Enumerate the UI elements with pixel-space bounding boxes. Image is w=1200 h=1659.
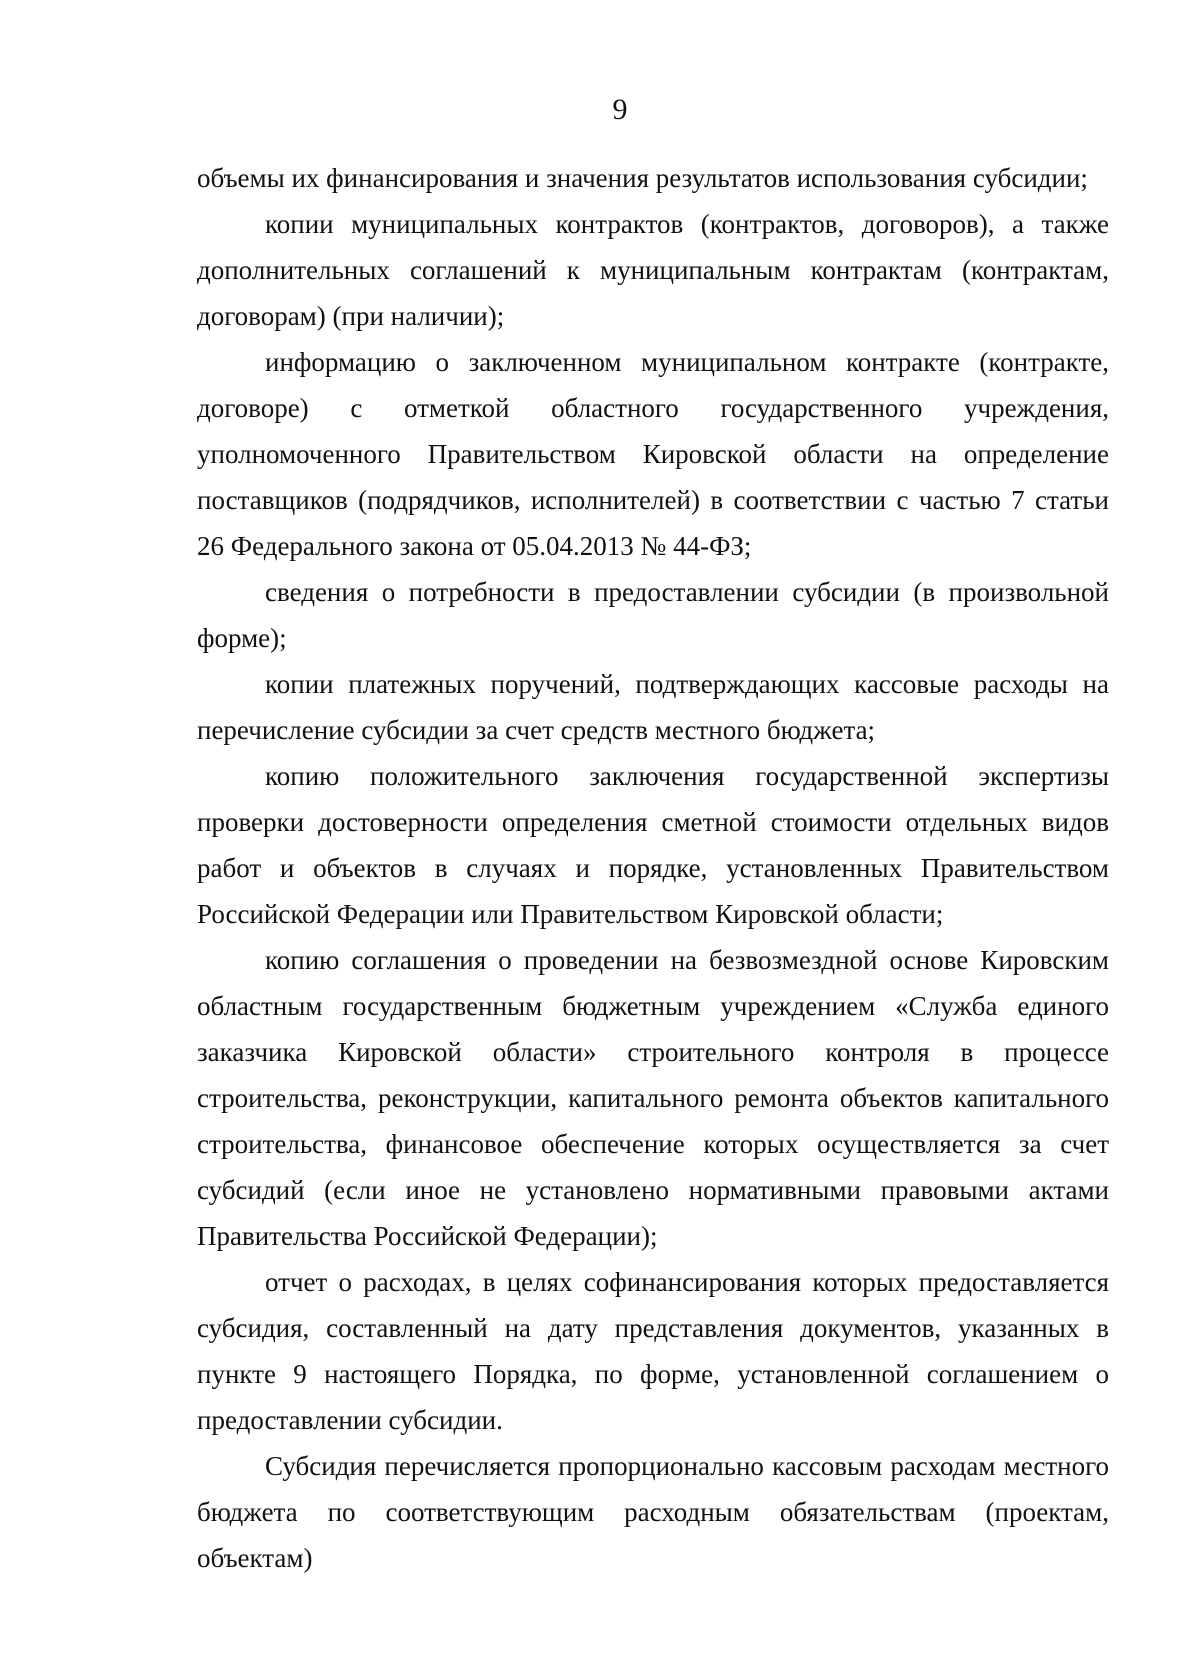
- paragraph-contract-info: информацию о заключенном муниципальном контракте (контракте, договоре) с отметкой областного государственного учреждения, уполномоченного Правительством Кировской области на определение поставщиков (подрядчиков, исполнителей) в соответствии с частью 7 статьи 26 Федерального закона от 05.04.2013 № 44-ФЗ;: [197, 347, 1109, 561]
- paragraph-expense-report: отчет о расходах, в целях софинансирования которых предоставляется субсидия, составленный на дату представления документов, указанных в пункте 9 настоящего Порядка, по форме, установленной соглашением о предоставлении субсидии.: [197, 1267, 1109, 1435]
- paragraph-subsidy-need: сведения о потребности в предоставлении субсидии (в произвольной форме);: [197, 577, 1109, 653]
- paragraph-contract-copies: копии муниципальных контрактов (контрактов, договоров), а также дополнительных соглашений к муниципальным контрактам (контрактам, договорам) (при наличии);: [197, 209, 1109, 331]
- paragraph-continuation: объемы их финансирования и значения результатов использования субсидии;: [197, 163, 1088, 193]
- paragraph-expertise: копию положительного заключения государственной экспертизы проверки достоверности определения сметной стоимости отдельных видов работ и объектов в случаях и порядке, установленных Правительством Российской Федерации или Правительством Кировской области;: [197, 761, 1109, 929]
- paragraph-subsidy-transfer: Субсидия перечисляется пропорционально кассовым расходам местного бюджета по соответствующим расходным обязательствам (проектам, объектам): [197, 1451, 1109, 1573]
- document-body: [197, 155, 1109, 1581]
- paragraph-construction-control: копию соглашения о проведении на безвозмездной основе Кировским областным государственным бюджетным учреждением «Служба единого заказчика Кировской области» строительного контроля в процессе строительства, реконструкции, капитального ремонта объектов капитального строительства, финансовое обеспечение которых осуществляется за счет субсидий (если иное не установлено нормативными правовыми актами Правительства Российской Федерации);: [197, 945, 1109, 1251]
- page-number: 9: [612, 93, 628, 126]
- paragraph-payment-orders: копии платежных поручений, подтверждающих кассовые расходы на перечисление субсидии за счет средств местного бюджета;: [197, 669, 1109, 745]
